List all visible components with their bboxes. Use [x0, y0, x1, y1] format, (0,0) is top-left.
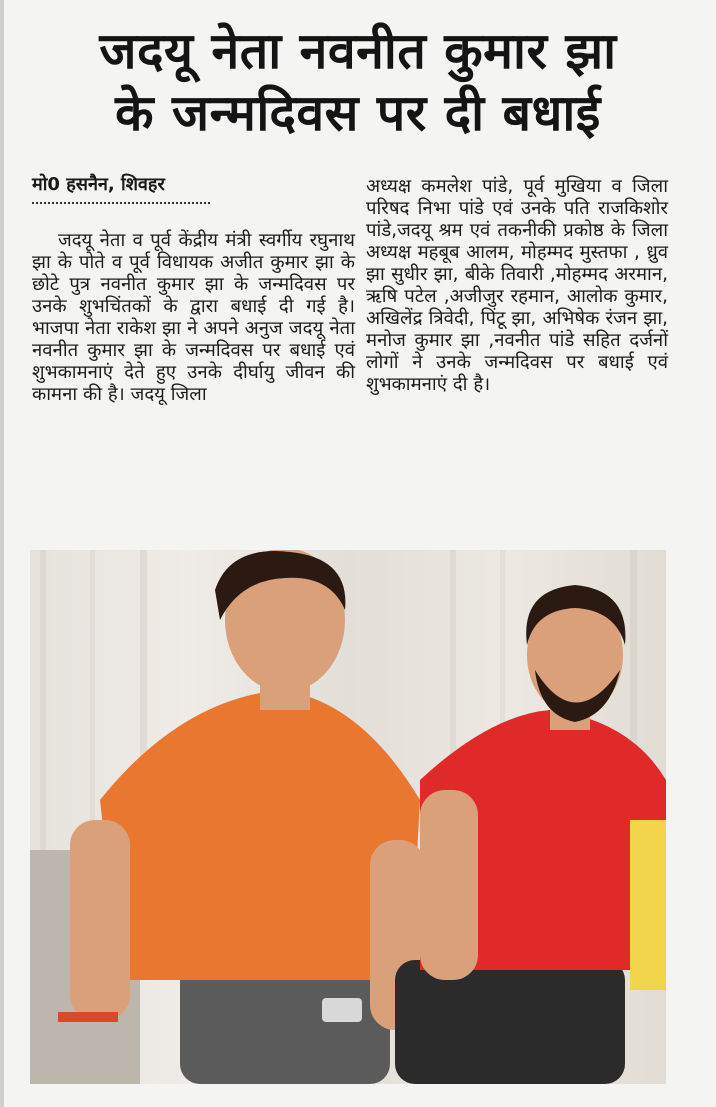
byline-divider	[32, 198, 210, 204]
page-edge	[0, 0, 4, 1107]
yellow-shirt-partial	[630, 820, 666, 990]
article-column-left: जदयू नेता व पूर्व केंद्रीय मंत्री स्वर्गीय रघुनाथ झा के पोते व पूर्व विधायक अजीत कुमार झा के छोटे पुत्र नवनीत कुमार झा के जन्मदिवस पर उनके शुभचिंतकों के द्वारा बधाई दी गई है। भाजपा नेता राकेश झा ने अपने अनुज जदयू नेता नवनीत कुमार झा के जन्मदिवस पर बधाई एवं शुभकामनाएं देते हुए उनके दीर्घायु जीवन की कामना की है। जदयू जिला	[32, 230, 355, 405]
arm-right-person	[420, 790, 478, 980]
headline-line-2: के जन्मदिवस पर दी बधाई	[115, 84, 601, 142]
wrist-thread	[58, 1012, 118, 1022]
trousers-right	[395, 960, 625, 1084]
headline	[20, 20, 696, 144]
byline-text: मो0 हसनैन, शिवहर	[32, 174, 165, 195]
byline	[32, 172, 212, 204]
article-column-right: अध्यक्ष कमलेश पांडे, पूर्व मुखिया व जिला परिषद निभा पांडे एवं उनके पति राजकिशोर पांडे,जदयू श्रम एवं तकनीकी प्रकोष्ठ के जिला अध्यक्ष महबूब आलम, मोहम्मद मुस्तफा , ध्रुव झा सुधीर झा, बीके तिवारी ,मोहम्मद अरमान, ऋषि पटेल ,अजीजुर रहमान, आलोक कुमार, अखिलेंद्र त्रिवेदी, पिंटू झा, अभिषेक रंजन झा, मनोज कुमार झा ,नवनीत पांडे सहित दर्जनों लोगों ने उनके जन्मदिवस पर बधाई एवं शुभकामनाएं दी है।	[366, 176, 668, 395]
article-photo	[30, 550, 666, 1084]
left-arm	[70, 820, 130, 1020]
person-orange-shirt	[58, 550, 425, 1084]
headline-line-1: जदयू नेता नवनीत कुमार झा	[99, 22, 617, 80]
photo-illustration	[30, 550, 666, 1084]
wristwatch	[322, 998, 362, 1022]
person-red-shirt	[395, 585, 666, 1084]
